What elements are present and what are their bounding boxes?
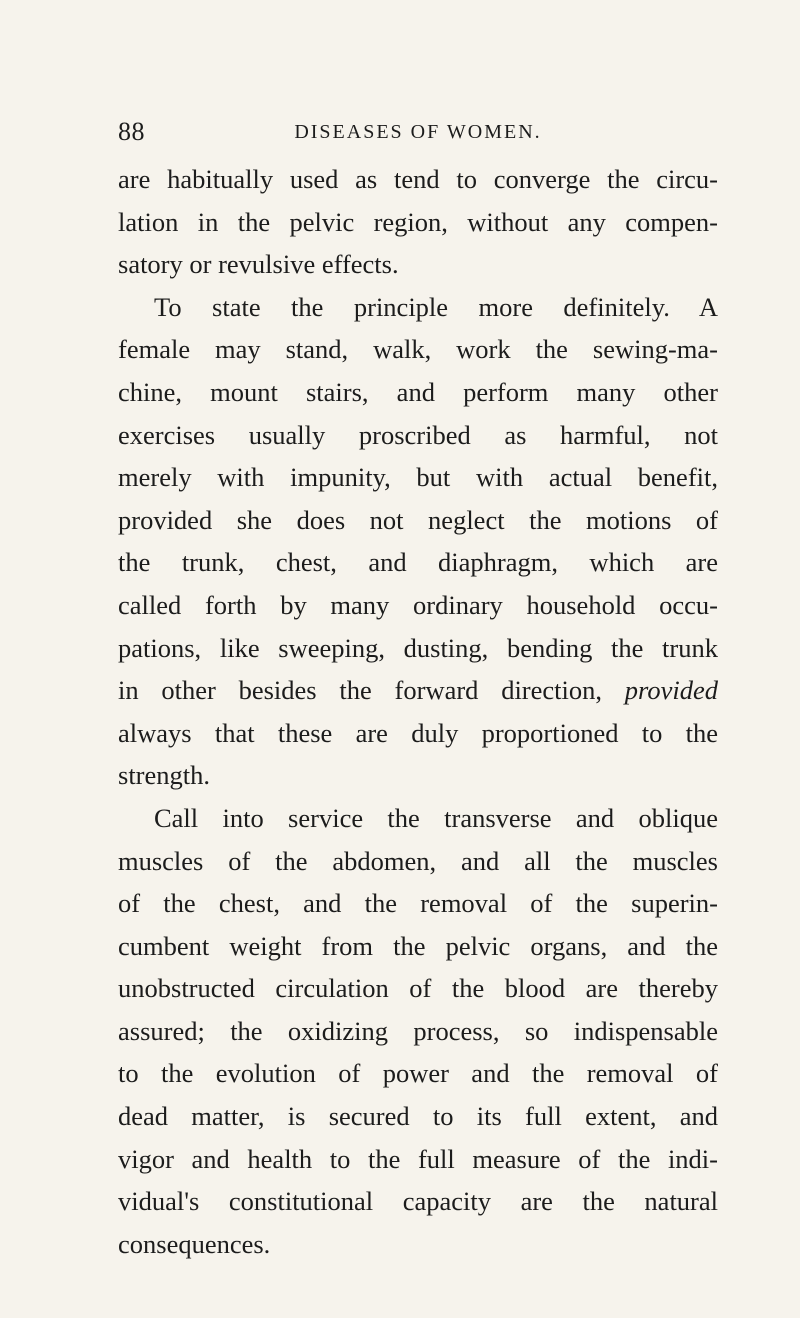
text-line: called forth by many ordinary household occu-	[118, 589, 718, 620]
text-segment: in other besides the forward direction,	[118, 675, 603, 706]
text-line: assured; the oxidizing process, so indispensable	[118, 1015, 718, 1046]
text-line: exercises usually proscribed as harmful, not	[118, 419, 718, 450]
text-line: to the evolution of power and the removal of	[118, 1058, 718, 1089]
text-line: muscles of the abdomen, and all the muscles	[118, 845, 718, 876]
text-line: satory or revulsive effects.	[118, 249, 399, 280]
running-head	[118, 117, 718, 147]
paragraph-start-line: To state the principle more definitely. A	[154, 291, 718, 322]
text-line: vidual's constitutional capacity are the natural	[118, 1186, 718, 1217]
text-line: vigor and health to the full measure of the indi-	[118, 1143, 718, 1174]
text-line: lation in the pelvic region, without any compen-	[118, 206, 718, 237]
page-number: 88	[118, 117, 145, 146]
text-line: provided she does not neglect the motions of	[118, 504, 718, 535]
text-line: dead matter, is secured to its full extent, and	[118, 1101, 718, 1132]
body-text	[118, 158, 718, 1265]
text-line-with-italic	[118, 669, 718, 712]
paragraph-start-line: Call into service the transverse and oblique	[154, 802, 718, 833]
text-line: female may stand, walk, work the sewing-ma-	[118, 334, 718, 365]
text-line: strength.	[118, 760, 210, 791]
italic-emphasis: provided	[624, 675, 719, 706]
text-line: always that these are duly proportioned to the	[118, 717, 718, 748]
text-line: unobstructed circulation of the blood are thereby	[118, 973, 718, 1004]
text-line: pations, like sweeping, dusting, bending the trunk	[118, 632, 718, 663]
text-line: consequences.	[118, 1228, 271, 1259]
running-title: DISEASES OF WOMEN.	[294, 121, 542, 143]
text-line: of the chest, and the removal of the superin-	[118, 888, 718, 919]
text-line: chine, mount stairs, and perform many other	[118, 376, 718, 407]
text-line: cumbent weight from the pelvic organs, and the	[118, 930, 718, 961]
text-line: are habitually used as tend to converge the circu-	[118, 164, 718, 194]
text-line: the trunk, chest, and diaphragm, which are	[118, 547, 718, 578]
text-line: merely with impunity, but with actual benefit,	[118, 462, 718, 493]
